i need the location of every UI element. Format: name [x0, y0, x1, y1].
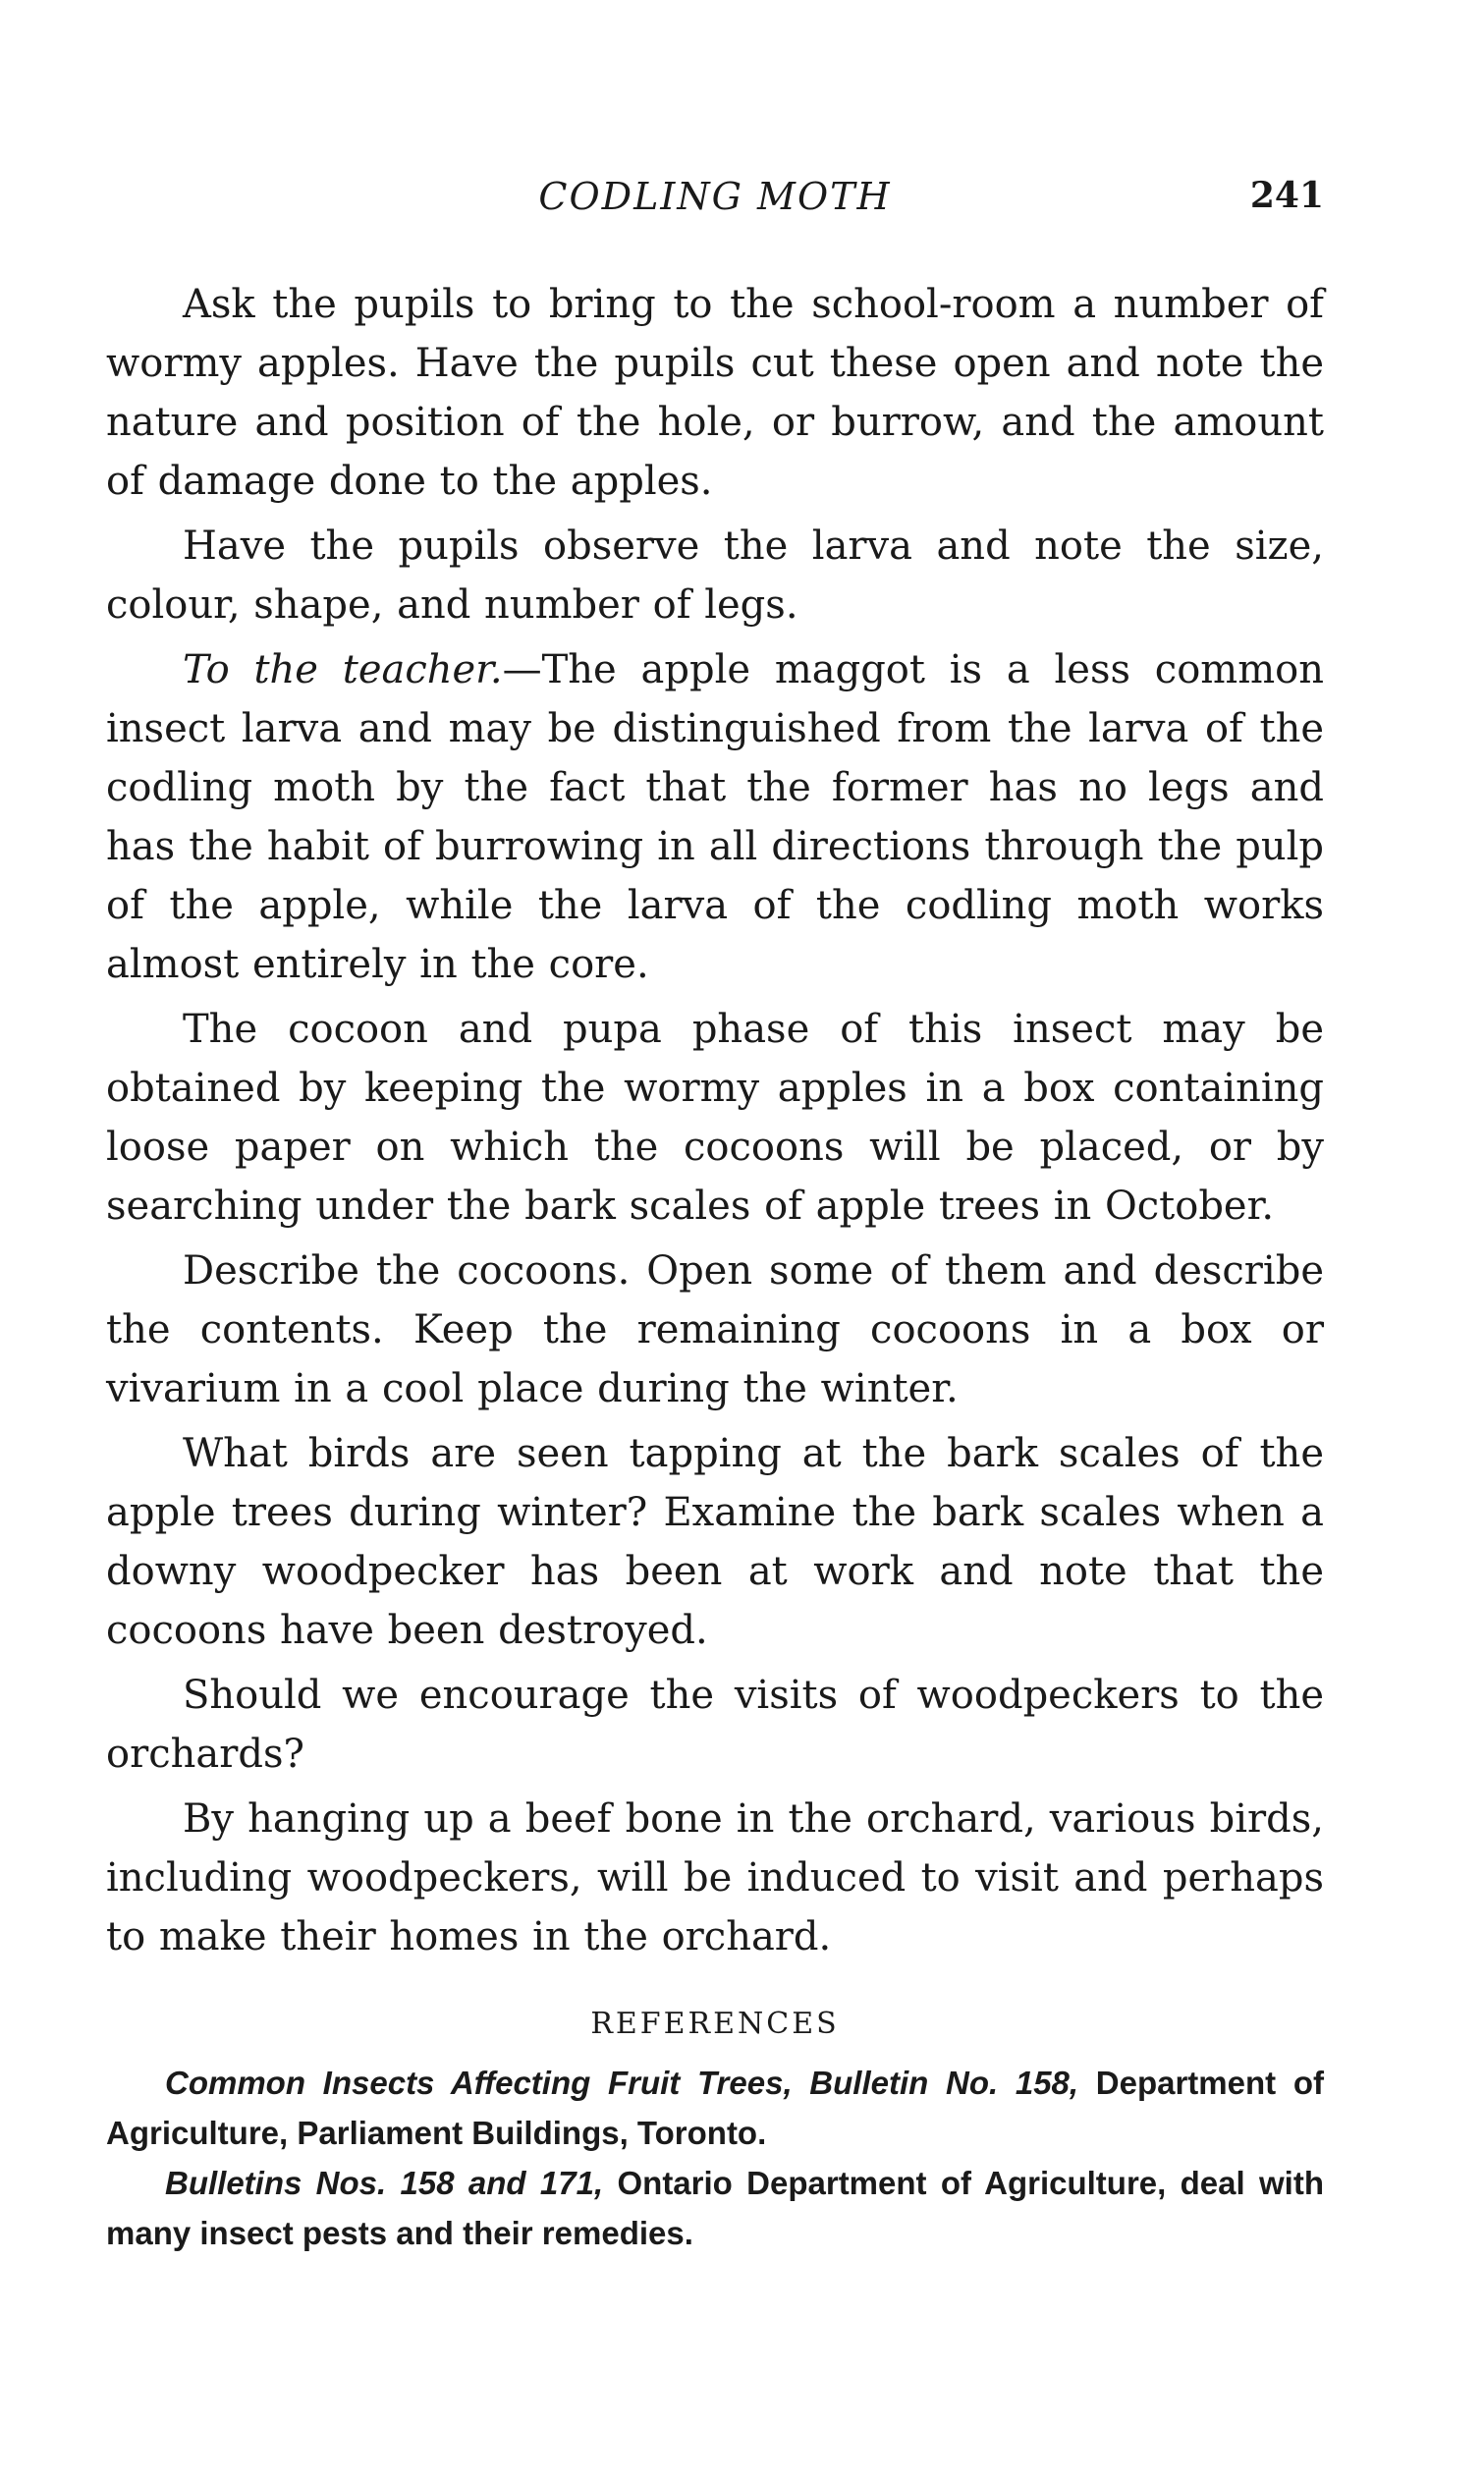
- paragraph-text: What birds are seen tapping at the bark scales of the apple trees during winter? Examine the bark scales when a downy woodpecker has been at work and note that the cocoons have been destroyed.: [106, 1431, 1324, 1653]
- running-title: CODLING MOTH: [538, 175, 892, 218]
- reference-title: Common Insects Affecting Fruit Trees, Bulletin No. 158,: [165, 2065, 1079, 2101]
- page-number: 241: [1249, 175, 1324, 216]
- paragraph: [106, 275, 1324, 511]
- references-list: [106, 2058, 1324, 2258]
- reference-text: Department of Agriculture, Parliament Buildings, Toronto.: [106, 2065, 1324, 2151]
- paragraph-text: By hanging up a beef bone in the orchard, various birds, including woodpeckers, will be induced to visit and perhaps to make their homes in the orchard.: [106, 1796, 1324, 1959]
- paragraph: [106, 1241, 1324, 1418]
- paragraph: [106, 1424, 1324, 1660]
- paragraph-text: Should we encourage the visits of woodpeckers to the orchards?: [106, 1673, 1324, 1777]
- paragraph: [106, 640, 1324, 994]
- paragraph: [106, 517, 1324, 634]
- references-heading: REFERENCES: [590, 2007, 840, 2041]
- reference-item: [106, 2158, 1324, 2258]
- reference-text: Ontario Department of Agriculture, deal with many insect pests and their remedies.: [106, 2165, 1324, 2251]
- reference-item: [106, 2058, 1324, 2158]
- paragraph: [106, 1790, 1324, 1966]
- paragraph-text: Describe the cocoons. Open some of them and describe the contents. Keep the remaining cocoons in a box or vivarium in a cool place during the winter.: [106, 1248, 1324, 1411]
- paragraph-text: Ask the pupils to bring to the school-room a number of wormy apples. Have the pupils cut these open and note the nature and position of the hole, or burrow, and the amount of damage done to the apples.: [106, 282, 1324, 504]
- paragraph-text: The cocoon and pupa phase of this insect may be obtained by keeping the wormy apples in a box containing loose paper on which the cocoons will be placed, or by searching under the bark scales of apple trees in October.: [106, 1007, 1324, 1229]
- paragraph-text: —The apple maggot is a less common insect larva and may be distinguished from the larva of the codling moth by the fact that the former has no legs and has the habit of burrowing in all directions through the pulp of the apple, while the larva of the codling moth works almost entirely in the core.: [106, 647, 1324, 987]
- page-header: [106, 175, 1324, 234]
- body-text: [106, 275, 1324, 1966]
- paragraph-text: Have the pupils observe the larva and note the size, colour, shape, and number of legs.: [106, 524, 1324, 628]
- reference-title: Bulletins Nos. 158 and 171,: [165, 2165, 604, 2201]
- paragraph: [106, 1666, 1324, 1784]
- paragraph-lead-in: To the teacher.: [183, 647, 503, 692]
- paragraph: [106, 1000, 1324, 1236]
